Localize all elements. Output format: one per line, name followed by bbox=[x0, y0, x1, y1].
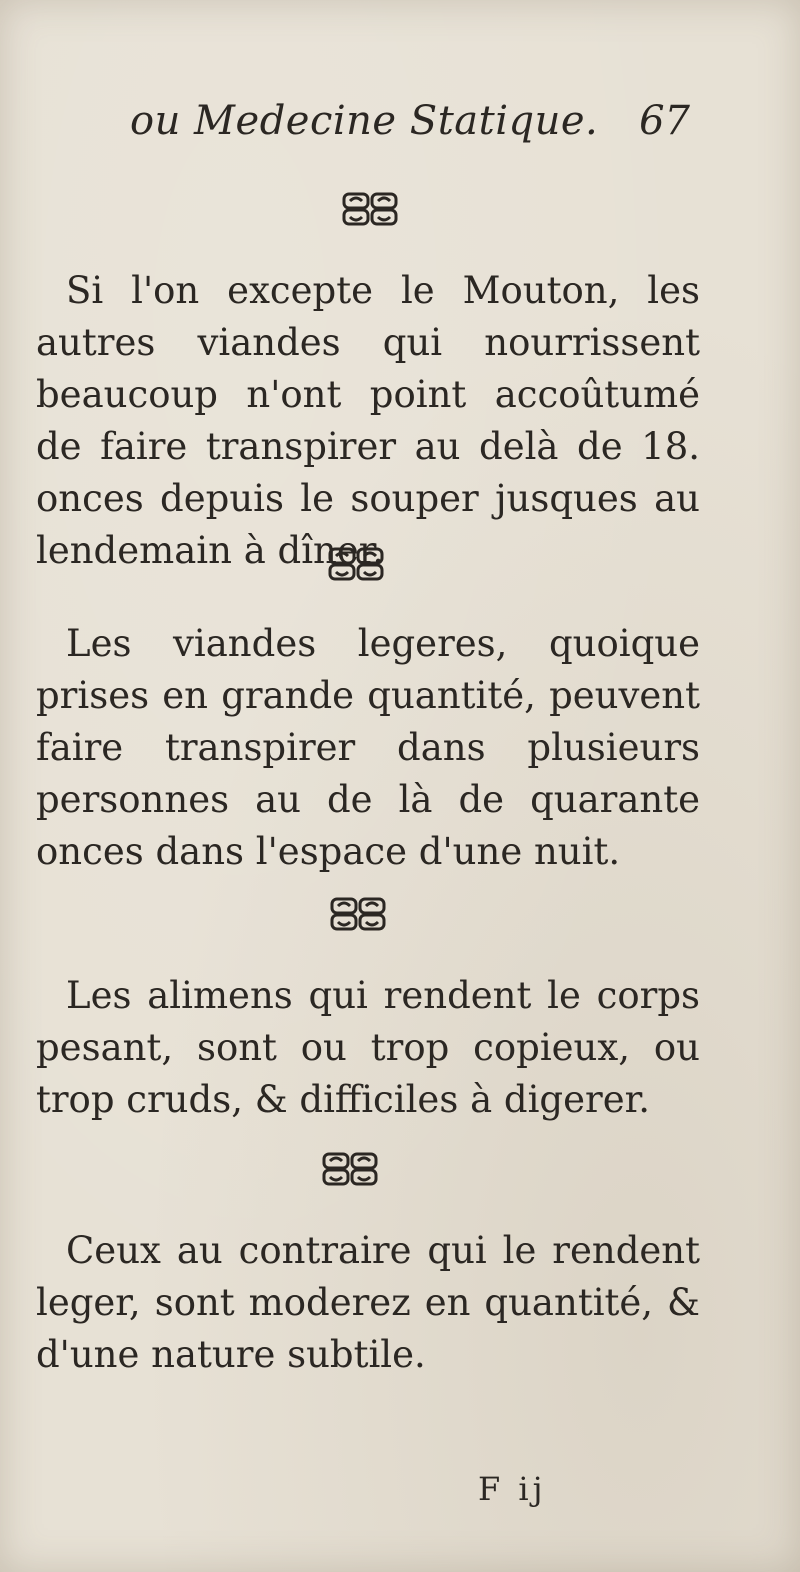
signature-mark: F ij bbox=[478, 1470, 547, 1508]
fleuron-icon bbox=[328, 895, 388, 933]
fleuron-icon bbox=[340, 190, 400, 228]
fleuron-icon bbox=[326, 545, 386, 583]
page-header bbox=[130, 98, 690, 158]
fleuron-icon bbox=[320, 1150, 380, 1188]
page-number: 67 bbox=[639, 98, 690, 144]
running-title: ou Medecine Statique. bbox=[130, 98, 599, 144]
paragraph-4: Ceux au contraire qui le rendent leger, sont moderez en quantité, & d'une nature subtile. bbox=[36, 1229, 700, 1376]
paragraph-3: Les alimens qui rendent le corps pesant, sont ou trop copieux, ou trop cruds, & difficiles à digerer. bbox=[36, 974, 700, 1121]
paragraph-1: Si l'on excepte le Mouton, les autres viandes qui nourrissent beaucoup n'ont point accoûtumé de faire transpirer au delà de 18. onces depuis le souper jusques au lendemain à dîner. bbox=[36, 269, 700, 572]
paragraph-2: Les viandes legeres, quoique prises en grande quantité, peuvent faire transpirer dans plusieurs personnes au de là de quarante onces dans l'espace d'une nuit. bbox=[36, 622, 700, 873]
